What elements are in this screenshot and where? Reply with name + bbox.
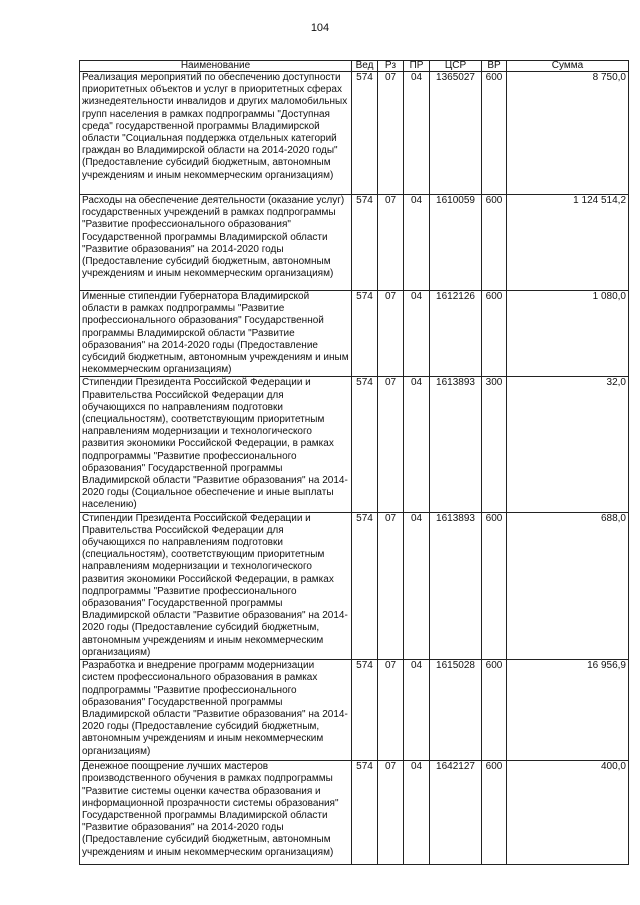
row-sum: 1 080,0 — [507, 291, 629, 377]
row-csr: 1610059 — [430, 195, 482, 291]
page-number: 104 — [310, 22, 330, 34]
row-pr: 04 — [404, 377, 430, 512]
row-rz: 07 — [378, 761, 404, 865]
row-ved: 574 — [352, 761, 378, 865]
row-ved: 574 — [352, 72, 378, 195]
row-vr: 600 — [482, 761, 507, 865]
row-pr: 04 — [404, 512, 430, 659]
row-csr: 1612126 — [430, 291, 482, 377]
header-name: Наименование — [80, 61, 352, 72]
row-pr: 04 — [404, 72, 430, 195]
row-rz: 07 — [378, 72, 404, 195]
header-rz: Рз — [378, 61, 404, 72]
row-ved: 574 — [352, 660, 378, 761]
row-rz: 07 — [378, 377, 404, 512]
table-header-row — [80, 61, 629, 72]
row-csr: 1615028 — [430, 660, 482, 761]
row-pr: 04 — [404, 761, 430, 865]
table-row — [80, 761, 629, 865]
table-row — [80, 512, 629, 659]
row-vr: 300 — [482, 377, 507, 512]
row-vr: 600 — [482, 660, 507, 761]
header-ved: Вед — [352, 61, 378, 72]
table-row — [80, 660, 629, 761]
row-csr: 1613893 — [430, 512, 482, 659]
row-name: Реализация мероприятий по обеспечению доступности приоритетных объектов и услуг в приоритетных сферах жизнедеятельности инвалидов и других маломобильных групп населения в рамках подпрограммы "Доступная среда" государственной программы Владимирской области "Социальная поддержка отдельных категорий граждан во Владимирской области на 2014-2020 годы" (Предоставление субсидий бюджетным, автономным учреждениям и иным некоммерческим организациям) — [80, 72, 352, 195]
table-row — [80, 72, 629, 195]
row-sum: 32,0 — [507, 377, 629, 512]
row-sum: 8 750,0 — [507, 72, 629, 195]
row-pr: 04 — [404, 195, 430, 291]
row-pr: 04 — [404, 291, 430, 377]
table-row — [80, 291, 629, 377]
row-ved: 574 — [352, 195, 378, 291]
row-name: Расходы на обеспечение деятельности (оказание услуг) государственных учреждений в рамках подпрограммы "Развитие профессионального образования" Государственной программы Владимирской области "Развитие образования" на 2014-2020 годы (Предоставление субсидий бюджетным, автономным учреждениям и иным некоммерческим организациям) — [80, 195, 352, 291]
row-rz: 07 — [378, 291, 404, 377]
header-vr: ВР — [482, 61, 507, 72]
row-name: Разработка и внедрение программ модернизации систем профессионального образования в рамках подпрограммы "Развитие профессионального образования" Государственной программы Владимирской области "Развитие образования" на 2014-2020 годы (Предоставление субсидий бюджетным, автономным учреждениям и иным некоммерческим организациям) — [80, 660, 352, 761]
table-row — [80, 377, 629, 512]
header-pr: ПР — [404, 61, 430, 72]
row-name: Стипендии Президента Российской Федерации и Правительства Российской Федерации для обучающихся по направлениям подготовки (специальностям), соответствующим приоритетным направлениям модернизации и технологического развития экономики Российской Федерации, в рамках подпрограммы "Развитие профессионального образования" Государственной программы Владимирской области "Развитие образования" на 2014-2020 годы (Предоставление субсидий бюджетным, автономным учреждениям и иным некоммерческим организациям) — [80, 512, 352, 659]
row-vr: 600 — [482, 512, 507, 659]
row-name: Денежное поощрение лучших мастеров производственного обучения в рамках подпрограммы "Развитие системы оценки качества образования и информационной прозрачности системы образования" Государственной программы Владимирской области "Развитие образования" на 2014-2020 годы (Предоставление субсидий бюджетным, автономным учреждениям и иным некоммерческим организациям) — [80, 761, 352, 865]
table-row — [80, 195, 629, 291]
row-vr: 600 — [482, 195, 507, 291]
row-sum: 16 956,9 — [507, 660, 629, 761]
row-rz: 07 — [378, 195, 404, 291]
row-sum: 688,0 — [507, 512, 629, 659]
row-ved: 574 — [352, 512, 378, 659]
row-sum: 1 124 514,2 — [507, 195, 629, 291]
row-pr: 04 — [404, 660, 430, 761]
row-csr: 1613893 — [430, 377, 482, 512]
header-csr: ЦСР — [430, 61, 482, 72]
row-sum: 400,0 — [507, 761, 629, 865]
budget-table — [79, 60, 629, 865]
row-vr: 600 — [482, 72, 507, 195]
row-rz: 07 — [378, 660, 404, 761]
row-csr: 1365027 — [430, 72, 482, 195]
row-name: Стипендии Президента Российской Федерации и Правительства Российской Федерации для обучающихся по направлениям подготовки (специальностям), соответствующим приоритетным направлениям модернизации и технологического развития экономики Российской Федерации, в рамках подпрограммы "Развитие профессионального образования" Государственной программы Владимирской области "Развитие образования" на 2014-2020 годы (Социальное обеспечение и иные выплаты населению) — [80, 377, 352, 512]
row-rz: 07 — [378, 512, 404, 659]
header-sum: Сумма — [507, 61, 629, 72]
row-csr: 1642127 — [430, 761, 482, 865]
row-name: Именные стипендии Губернатора Владимирской области в рамках подпрограммы "Развитие профессионального образования" Государственной программы Владимирской области "Развитие образования" на 2014-2020 годы (Предоставление субсидий бюджетным, автономным учреждениям и иным некоммерческим организациям) — [80, 291, 352, 377]
row-ved: 574 — [352, 291, 378, 377]
row-ved: 574 — [352, 377, 378, 512]
row-vr: 600 — [482, 291, 507, 377]
